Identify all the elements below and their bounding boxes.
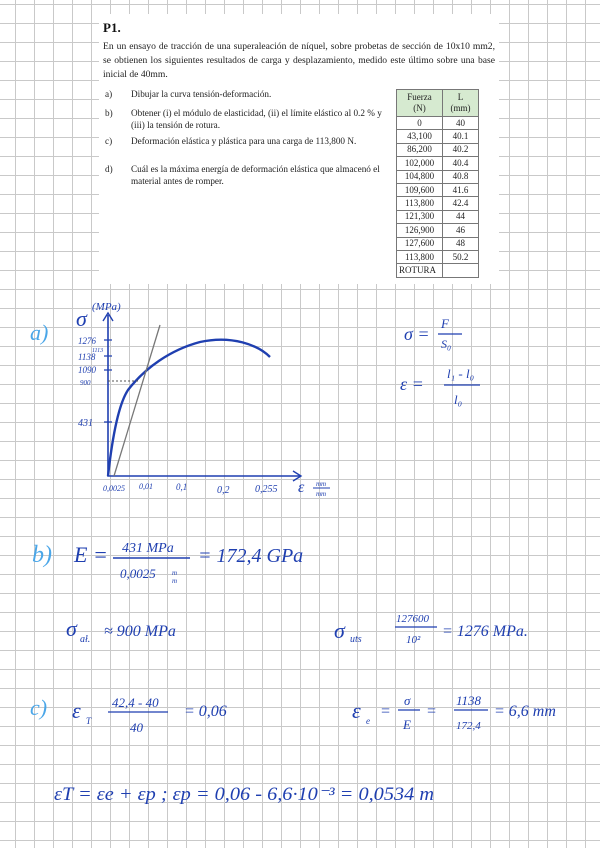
svg-text:431 MPa: 431 MPa: [122, 541, 174, 556]
table-header-length: L (mm): [443, 90, 479, 117]
svg-text:l₁ - l₀: l₁ - l₀: [447, 366, 475, 381]
x-tick-label: 0,01: [139, 482, 153, 491]
table-cell: 40.8: [443, 170, 479, 183]
question-key: a): [105, 89, 113, 99]
svg-text:σ: σ: [66, 616, 77, 641]
table-cell: 127,600: [397, 237, 443, 250]
table-cell: 0: [397, 117, 443, 130]
svg-text:10²: 10²: [406, 634, 421, 646]
x-tick-label: 0,255: [255, 484, 278, 495]
table-cell: 109,600: [397, 183, 443, 196]
eps-unit-num: mm: [316, 480, 327, 488]
table-cell: 44: [443, 210, 479, 223]
formula-strain: [400, 366, 480, 407]
plastic-strain: εT = εe + εp ; εp = 0,06 - 6,6·10⁻³ = 0,0534 m: [54, 784, 435, 805]
x-tick-label: 0,0025: [103, 484, 125, 493]
svg-text:m: m: [172, 569, 178, 577]
modulus-calculation: [73, 541, 303, 585]
x-tick-label: 0,1: [176, 482, 188, 492]
table-cell: 41.6: [443, 183, 479, 196]
eps-unit-den: mm: [316, 490, 327, 498]
table-cell: 50.2: [443, 250, 479, 263]
question-text: Cuál es la máxima energía de deformación elástica que almacenó el material antes de romper.: [131, 164, 380, 186]
elastic-strain: [352, 693, 556, 732]
table-cell: 43,100: [397, 130, 443, 143]
svg-text:= 1276 MPa.: = 1276 MPa.: [442, 623, 528, 640]
table-cell: 42.4: [443, 197, 479, 210]
svg-text:≈ 900 MPa: ≈ 900 MPa: [104, 623, 176, 640]
yield-strength: [66, 616, 176, 645]
svg-text:l₀: l₀: [454, 392, 463, 407]
svg-text:F: F: [441, 316, 449, 331]
svg-text:40: 40: [130, 720, 143, 735]
formula-sigma: [404, 316, 462, 351]
svg-text:m: m: [172, 577, 178, 585]
part-c-label: c): [30, 695, 48, 720]
table-header-force: Fuerza (N): [397, 90, 443, 117]
table-footer-cell: ROTURA: [397, 264, 443, 277]
sketch-axes: [108, 315, 300, 476]
table-cell: 126,900: [397, 224, 443, 237]
svg-text:0,0025: 0,0025: [120, 566, 156, 581]
table-cell: 40: [443, 117, 479, 130]
table-cell: 121,300: [397, 210, 443, 223]
question-key: d): [105, 164, 113, 174]
svg-text:=: =: [426, 703, 437, 720]
part-a-label: a): [30, 320, 49, 345]
svg-text:σ =: σ =: [404, 324, 430, 344]
svg-text:σ: σ: [404, 693, 411, 708]
svg-text:172,4: 172,4: [456, 720, 481, 732]
total-strain: [72, 695, 227, 735]
svg-text:=: =: [380, 703, 391, 720]
table-cell: 40.1: [443, 130, 479, 143]
table-cell: 86,200: [397, 143, 443, 156]
table-cell: 40.4: [443, 157, 479, 170]
table-cell: 102,000: [397, 157, 443, 170]
svg-text:= 0,06: = 0,06: [184, 703, 227, 720]
eps-axis-label: ε: [298, 479, 305, 496]
svg-text:ał.: ał.: [80, 634, 91, 645]
table-cell: 40.2: [443, 143, 479, 156]
svg-text:= 172,4 GPa: = 172,4 GPa: [198, 545, 304, 567]
sigma-axis-label: σ: [76, 306, 87, 331]
y-tick-label: 1138: [78, 352, 96, 362]
question-text: Deformación elástica y plástica para una carga de 113,800 N.: [131, 136, 357, 146]
stress-strain-sketch: [76, 301, 330, 498]
table-cell: 46: [443, 224, 479, 237]
sigma-unit-label: (MPa): [92, 301, 121, 313]
svg-text:e: e: [366, 716, 370, 726]
table-cell: 113,800: [397, 250, 443, 263]
svg-text:42,4 - 40: 42,4 - 40: [112, 695, 159, 710]
table-cell: 48: [443, 237, 479, 250]
problem-title: P1.: [103, 20, 121, 35]
table-cell: 104,800: [397, 170, 443, 183]
y-tick-label: 1090: [78, 365, 96, 375]
x-tick-label: 0,2: [217, 485, 230, 496]
svg-text:= 6,6 mm: = 6,6 mm: [494, 703, 556, 720]
y-tick-label-small: 1113: [92, 348, 104, 354]
svg-text:E: E: [403, 717, 411, 732]
question-key: c): [105, 136, 113, 146]
question-key: b): [105, 108, 113, 118]
y-tick-label: 900: [80, 379, 91, 387]
svg-text:T: T: [86, 716, 92, 726]
offset-line: [114, 325, 160, 476]
svg-text:S₀: S₀: [441, 337, 452, 351]
svg-text:1138: 1138: [456, 693, 482, 708]
y-tick-label: 1276: [78, 336, 96, 346]
svg-text:uts: uts: [350, 634, 362, 645]
svg-text:ε: ε: [72, 698, 81, 723]
svg-text:127600: 127600: [396, 613, 429, 625]
svg-text:σ: σ: [334, 618, 345, 643]
y-tick-label: 431: [78, 418, 93, 429]
part-b-label: b): [32, 542, 52, 568]
question-text: Dibujar la curva tensión-deformación.: [131, 89, 272, 99]
svg-text:ε =: ε =: [400, 374, 424, 394]
stress-strain-curve: [108, 340, 270, 476]
svg-text:ε: ε: [352, 698, 361, 723]
svg-text:E =: E =: [74, 542, 108, 567]
problem-statement: En un ensayo de tracción de una superaleación de níquel, sobre probetas de sección de 10x10 mm2, se obtienen los siguientes resultados de carga y desplazamiento, medido este último sobre una base inicial de 40mm.: [103, 41, 495, 80]
table-cell: 113,800: [397, 197, 443, 210]
tensile-strength: [334, 613, 528, 646]
question-text: Obtener (i) el módulo de elasticidad, (ii) el límite elástico al 0.2 % y (iii) la tensión de rotura.: [131, 108, 382, 130]
